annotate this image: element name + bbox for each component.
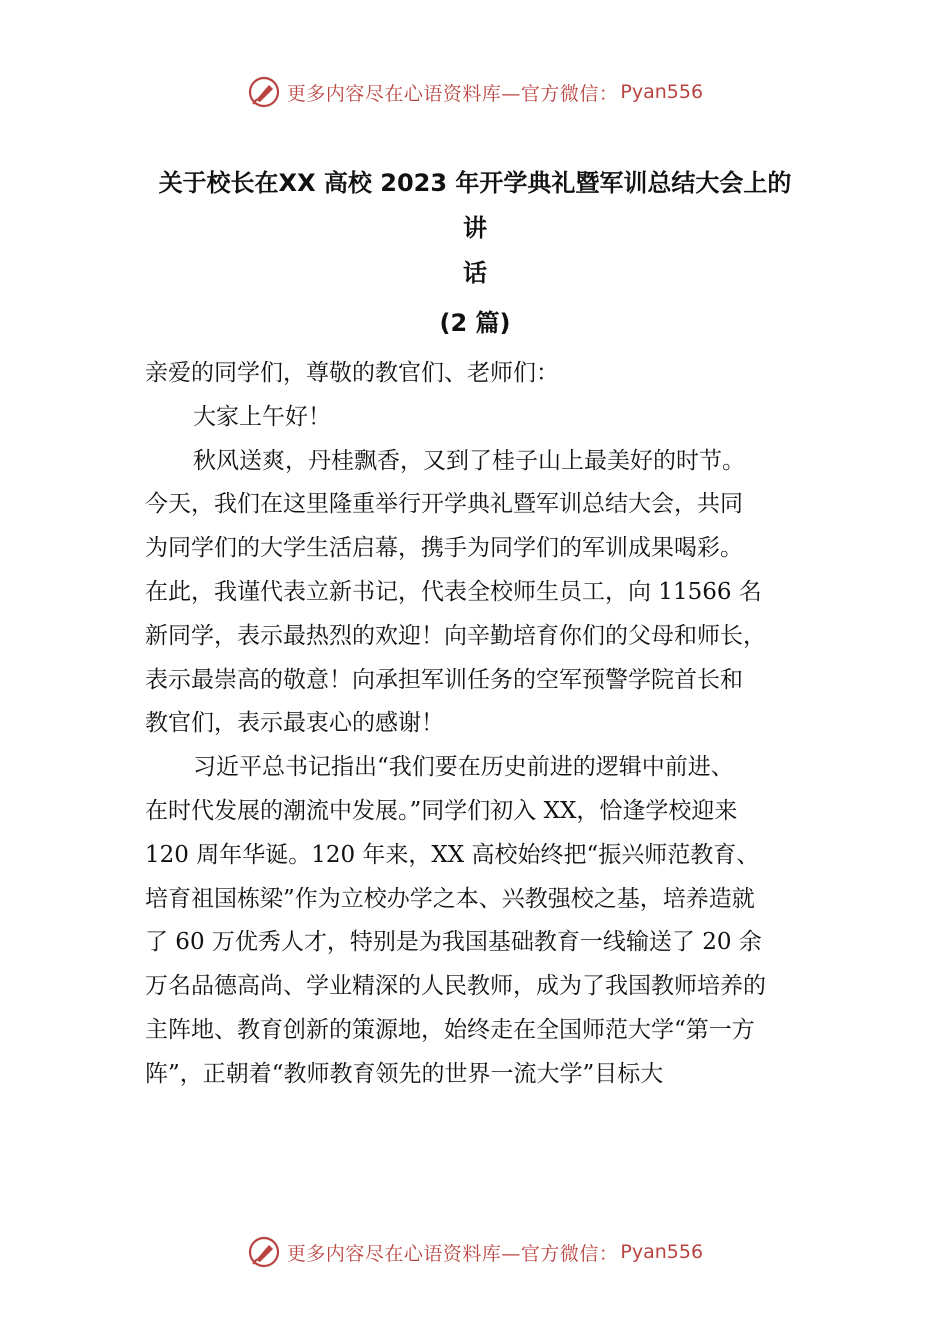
body-line: 教官们，表示最衷心的感谢！ [145, 710, 444, 737]
header-banner [0, 70, 950, 114]
body-line: 主阵地、教育创新的策源地，始终走在全国师范大学“第一方 [145, 1016, 755, 1043]
footer-banner [0, 1230, 950, 1274]
pen-nib-logo-icon [247, 1235, 281, 1269]
pen-nib-logo-icon [247, 75, 281, 109]
body-line: 为同学们的大学生活启幕，携手为同学们的军训成果喝彩。 [145, 535, 743, 562]
body-line: 今天，我们在这里隆重举行开学典礼暨军训总结大会，共同 [145, 491, 743, 518]
document-title-line-2: 讲 [463, 214, 487, 242]
header-banner-text: 更多内容尽在心语资料库—官方微信： [286, 82, 619, 105]
body-line: 新同学，表示最热烈的欢迎！向辛勤培育你们的父母和师长， [145, 622, 766, 649]
body-line: 万名品德高尚、学业精深的人民教师，成为了我国教师培养的 [145, 973, 766, 1000]
body-line: 阵”，正朝着“教师教育领先的世界一流大学”目标大 [145, 1060, 664, 1087]
salutation-line: 亲爱的同学们，尊敬的教官们、老师们： [145, 360, 559, 386]
document-title-line-3: 话 [463, 259, 487, 287]
footer-banner-text: 更多内容尽在心语资料库—官方微信： [286, 1242, 619, 1265]
body-line: 表示最崇高的敬意！向承担军训任务的空军预警学院首长和 [145, 666, 743, 693]
document-title-line-1: 关于校长在XX 高校 2023 年开学典礼暨军训总结大会上的 [158, 169, 792, 197]
body-line: 培育祖国栋梁”作为立校办学之本、兴教强校之基，培养造就 [145, 885, 755, 912]
body-line: 了 60 万优秀人才，特别是为我国基础教育一线输送了 20 余 [145, 929, 762, 956]
document-title-count: (2 篇) [439, 309, 511, 337]
greeting-line: 大家上午好！ [193, 403, 331, 430]
footer-wechat-id: Pyan556 [620, 1241, 704, 1263]
body-line: 习近平总书记指出“我们要在历史前进的逻辑中前进、 [193, 754, 734, 781]
header-wechat-id: Pyan556 [620, 81, 704, 103]
body-line: 秋风送爽，丹桂飘香，又到了桂子山上最美好的时节。 [193, 447, 745, 474]
document-body [145, 352, 825, 1097]
body-line: 120 周年华诞。120 年来，XX 高校始终把“振兴师范教育、 [145, 841, 760, 868]
body-line: 在此，我谨代表立新书记，代表全校师生员工，向 11566 名 [145, 578, 762, 605]
body-line: 在时代发展的潮流中发展。”同学们初入 XX，恰逢学校迎来 [145, 797, 738, 824]
